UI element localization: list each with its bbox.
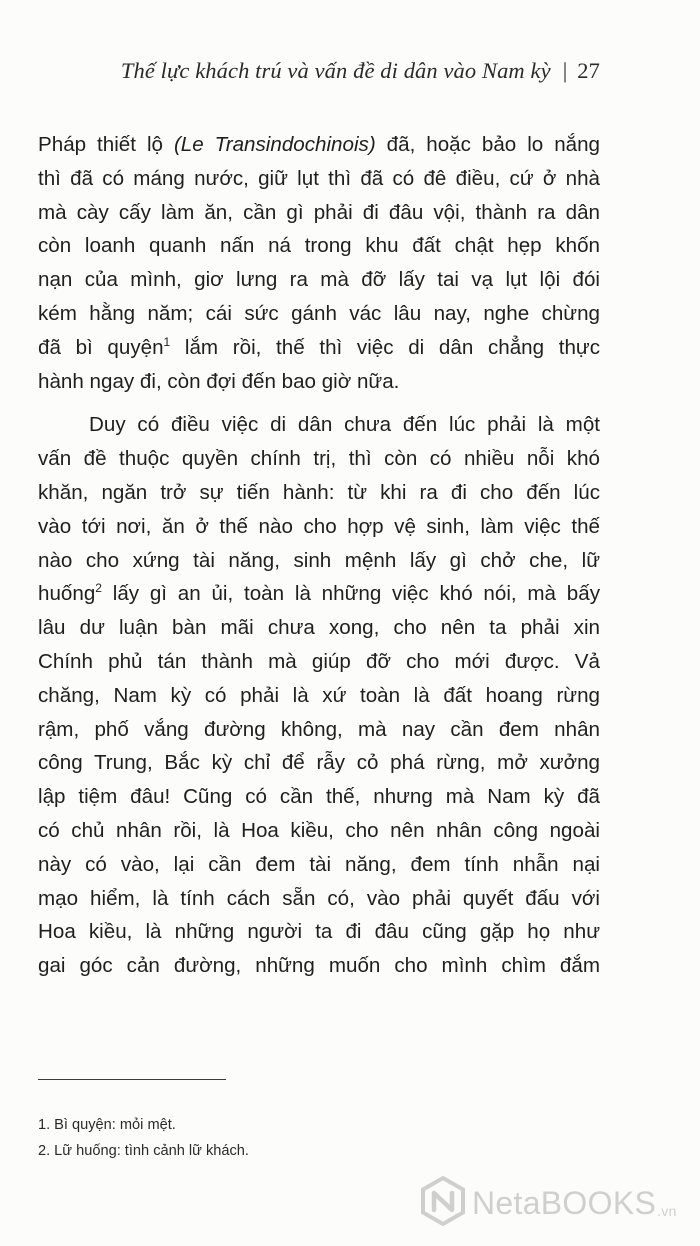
text-line: công Trung, Bắc kỳ chỉ để rẫy cỏ phá rừng, mở xưởng xyxy=(38,751,600,775)
text-line: mà cày cấy làm ăn, cần gì phải đi đâu vội, thành ra dân xyxy=(38,200,600,224)
text-line: Pháp thiết lộ (Le Transindochinois) đã, hoặc bảo lo nắng xyxy=(38,133,601,156)
text-line: Chính phủ tán thành mà giúp đỡ cho mới được. Vả xyxy=(38,649,600,673)
text-line: đã bì quyện$^1$ lắm rồi, thế thì việc di dân chẳng thực xyxy=(38,334,600,359)
text-line: huống$^2$ lấy gì an ủi, toàn là những việc khó nói, mà bấy xyxy=(38,581,600,606)
text-line: mạo hiểm, là tính cách sẵn có, vào phải quyết đấu với xyxy=(38,886,600,910)
paragraph xyxy=(38,128,600,398)
text-line: nạn của mình, giơ lưng ra mà đỡ lấy tai vạ lụt lội đói xyxy=(38,268,600,292)
text-line: vấn đề thuộc quyền chính trị, thì còn có nhiều nỗi khó xyxy=(38,447,600,471)
text-line: lâu dư luận bàn mãi chưa xong, cho nên ta phải xin xyxy=(38,616,600,640)
header-separator: | xyxy=(562,58,568,83)
text-line: khăn, ngăn trở sự tiến hành: từ khi ra đi cho đến lúc xyxy=(38,480,600,504)
netabooks-logo-icon xyxy=(420,1176,466,1231)
text-line: gai góc cản đường, những muốn cho mình chìm đắm xyxy=(38,954,600,978)
text-line: lập tiệm đâu! Cũng có cần thế, nhưng mà Nam kỳ đã xyxy=(38,785,600,809)
text-line: Duy có điều việc di dân chưa đến lúc phải là một xyxy=(89,413,600,437)
text-line: hành ngay đi, còn đợi đến bao giờ nữa. xyxy=(38,369,400,393)
text-line: kém hằng năm; cái sức gánh vác lâu nay, nghe chừng xyxy=(38,301,600,325)
watermark-text: NetaBOOKS.vn xyxy=(472,1185,677,1221)
watermark xyxy=(420,1176,677,1231)
footnotes xyxy=(38,1112,249,1164)
footnote-ref: 1 xyxy=(163,334,171,349)
page-number: 27 xyxy=(577,58,600,83)
footnote-divider xyxy=(38,1079,226,1080)
text-line: vào tới nơi, ăn ở thế nào cho hợp vệ sinh, làm việc thế xyxy=(38,514,600,538)
text-line: còn loanh quanh nấn ná trong khu đất chật hẹp khốn xyxy=(38,234,600,258)
text-line: nào cho xứng tài năng, sinh mệnh lấy gì chở che, lữ xyxy=(38,548,600,572)
running-head xyxy=(0,58,600,84)
chapter-title: Thế lực khách trú và vấn đề di dân vào Nam kỳ xyxy=(120,58,551,83)
text-line: chăng, Nam kỳ có phải là xứ toàn là đất hoang rừng xyxy=(38,683,600,707)
footnote: 1. Bì quyện: mỏi mệt. xyxy=(38,1117,176,1133)
footnote-ref: 2 xyxy=(95,581,102,596)
text-line: này có vào, lại cần đem tài năng, đem tính nhẫn nại xyxy=(38,852,600,876)
text-line: có chủ nhân rồi, là Hoa kiều, cho nên nhân công ngoài xyxy=(38,818,600,842)
body-text xyxy=(38,128,600,983)
paragraph xyxy=(38,408,600,983)
italic-term: (Le Transindochinois) xyxy=(173,133,376,156)
text-line: thì đã có máng nước, giữ lụt thì đã có đê điều, cứ ở nhà xyxy=(38,166,600,190)
footnote: 2. Lữ huống: tình cảnh lữ khách. xyxy=(38,1143,249,1159)
text-line: rậm, phố vắng đường không, mà nay cần đem nhân xyxy=(38,717,600,741)
text-line: Hoa kiều, là những người ta đi đâu cũng gặp họ như xyxy=(38,920,600,944)
